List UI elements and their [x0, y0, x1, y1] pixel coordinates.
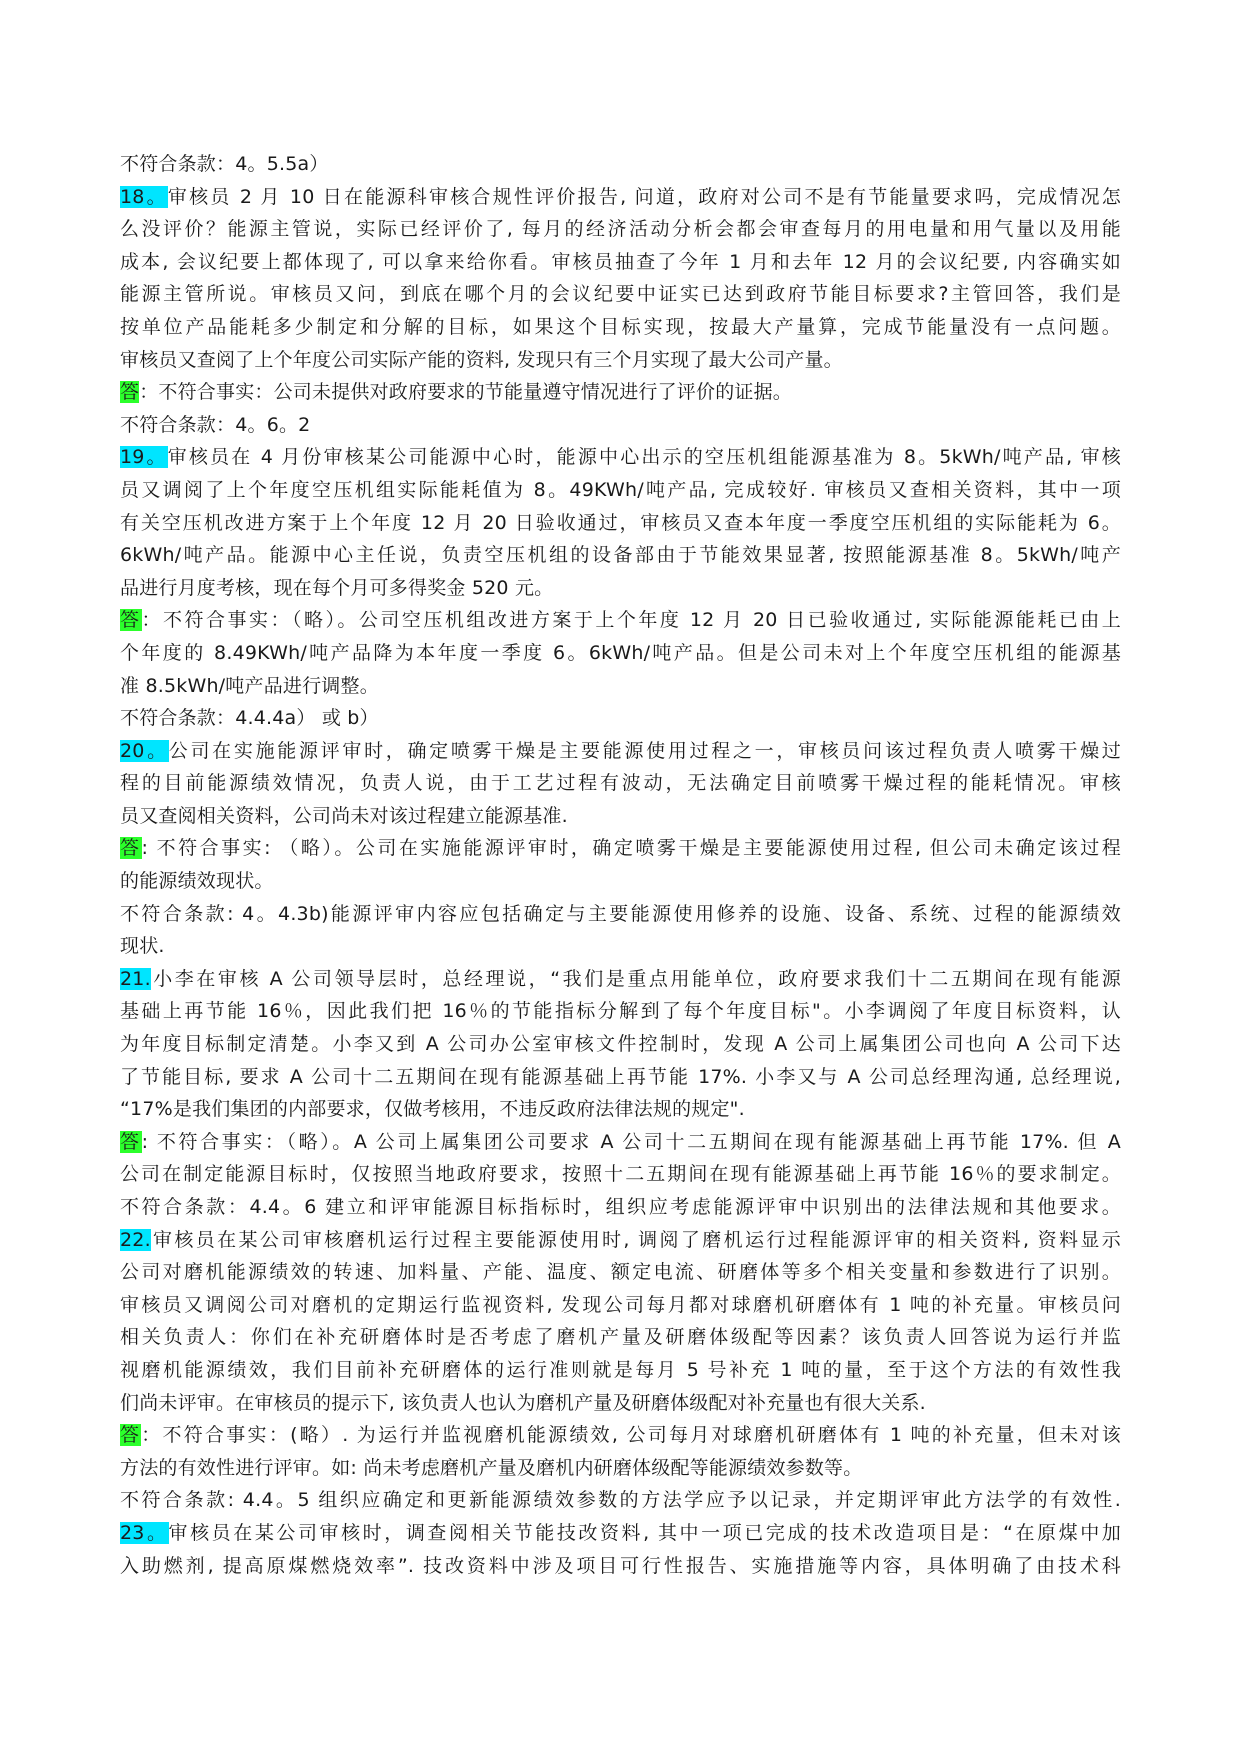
text-line: [120, 995, 1121, 1028]
line-text: 小李在审核 A 公司领导层时，总经理说，“我们是重点用能单位，政府要求我们十二五期间在现有能源: [150, 967, 1121, 990]
line-text: : 不符合事实：（略）。A 公司上属集团公司要求 A 公司十二五期间在现有能源基础上再节能 17%. 但 A: [141, 1130, 1121, 1153]
line-text: ：不符合事实：公司未提供对政府要求的节能量遵守情况进行了评价的证据。: [139, 381, 793, 404]
line-text: 审核员 2 月 10 日在能源科审核合规性评价报告, 问道，政府对公司不是有节能量要求吗，完成情况怎: [167, 185, 1121, 208]
line-text: 个年度的 8.49KWh/吨产品降为本年度一季度 6。6kWh/吨产品。但是公司未对上个年度空压机组的能源基: [120, 641, 1121, 664]
text-line: [120, 1158, 1121, 1191]
line-text: : 不符合事实: （略）。公司在实施能源评审时，确定喷雾干燥是主要能源使用过程, 但公司未确定该过程: [141, 837, 1121, 860]
question-number: 20。: [120, 739, 169, 762]
text-line: [120, 507, 1121, 540]
text-line: [120, 1419, 1121, 1452]
text-line: [120, 1028, 1121, 1061]
question-number: 23。: [120, 1521, 169, 1544]
text-line: [120, 1387, 1121, 1420]
line-text: 公司在实施能源评审时，确定喷雾干燥是主要能源使用过程之一，审核员问该过程负责人喷雾干燥过: [168, 739, 1121, 762]
line-text: 程的目前能源绩效情况，负责人说，由于工艺过程有波动，无法确定目前喷雾干燥过程的能耗情况。审核: [120, 772, 1121, 795]
text-line: [120, 637, 1121, 670]
text-line: [120, 702, 1121, 735]
question-number: 18。: [120, 185, 168, 208]
text-line: [120, 898, 1121, 931]
text-line: [120, 604, 1121, 637]
line-text: 不符合条款：4.4。6 建立和评审能源目标指标时，组织应考虑能源评审中识别出的法律法规和其他要求。: [120, 1196, 1121, 1218]
text-line: [120, 213, 1121, 246]
line-text: 不符合条款：4。5.5a）: [120, 153, 329, 175]
text-line: [120, 1126, 1121, 1159]
line-text: 么没评价？能源主管说，实际已经评价了, 每月的经济活动分析会都会审查每月的用电量和用气量以及用能: [120, 218, 1121, 241]
text-line: [120, 278, 1121, 311]
text-line: [120, 930, 1121, 963]
line-text: 了节能目标, 要求 A 公司十二五期间在现有能源基础上再节能 17%. 小李又与 A 公司总经理沟通, 总经理说,: [120, 1065, 1121, 1088]
text-line: [120, 865, 1121, 898]
line-text: 按单位产品能耗多少制定和分解的目标，如果这个目标实现，按最大产量算，完成节能量没有一点问题。: [120, 315, 1121, 338]
question-number: 19。: [120, 446, 168, 469]
answer-marker: 答: [120, 381, 140, 404]
text-line: [120, 963, 1121, 996]
line-text: 们尚未评审。在审核员的提示下, 该负责人也认为磨机产量及研磨体级配对补充量也有很大关系.: [120, 1391, 926, 1414]
text-line: [120, 1321, 1121, 1354]
text-line: [120, 344, 1121, 377]
line-text: 员又调阅了上个年度空压机组实际能耗值为 8。49KWh/吨产品, 完成较好. 审核员又查相关资料，其中一项: [120, 478, 1121, 501]
line-text: 视磨机能源绩效，我们目前补充研磨体的运行准则就是每月 5 号补充 1 吨的量，至于这个方法的有效性我: [120, 1358, 1121, 1381]
text-line: [120, 246, 1121, 279]
text-line: [120, 1224, 1121, 1257]
text-line: [120, 735, 1121, 768]
line-text: 的能源绩效现状。: [120, 870, 274, 893]
question-number: 22.: [120, 1228, 151, 1251]
line-text: 相关负责人：你们在补充研磨体时是否考虑了磨机产量及研磨体级配等因素？该负责人回答说为运行并监: [120, 1326, 1121, 1349]
text-line: [120, 1484, 1121, 1517]
text-line: [120, 181, 1121, 214]
text-line: [120, 1354, 1121, 1387]
text-line: [120, 572, 1121, 605]
text-line: [120, 441, 1121, 474]
line-text: 能源主管所说。审核员又问，到底在哪个月的会议纪要中证实已达到政府节能目标要求?主管回答，我们是: [120, 283, 1121, 306]
text-line: [120, 539, 1121, 572]
line-text: 审核员又查阅了上个年度公司实际产能的资料, 发现只有三个月实现了最大公司产量。: [120, 348, 843, 371]
answer-marker: 答: [120, 837, 142, 860]
text-line: [120, 1061, 1121, 1094]
text-line: [120, 832, 1121, 865]
line-text: ：不符合事实：(略）. 为运行并监视磨机能源绩效, 公司每月对球磨机研磨体有 1 吨的补充量，但未对该: [141, 1424, 1121, 1447]
line-text: 不符合条款: 4.4。5 组织应确定和更新能源绩效参数的方法学应予以记录，并定期评审此方法学的有效性.: [120, 1489, 1121, 1512]
text-line: [120, 800, 1121, 833]
line-text: “17%是我们集团的内部要求，仅做考核用，不违反政府法律法规的规定".: [120, 1098, 745, 1121]
line-text: 基础上再节能 16％，因此我们把 16％的节能指标分解到了每个年度目标"。小李调阅了年度目标资料，认: [120, 1000, 1121, 1023]
line-text: 品进行月度考核，现在每个月可多得奖金 520 元。: [120, 576, 554, 599]
text-line: [120, 409, 1121, 442]
text-line: [120, 1550, 1121, 1583]
answer-marker: 答: [120, 1130, 142, 1153]
line-text: 成本, 会议纪要上都体现了, 可以拿来给你看。审核员抽查了今年 1 月和去年 12 月的会议纪要, 内容确实如: [120, 250, 1121, 273]
text-line: [120, 376, 1121, 409]
line-text: 审核员在某公司审核时，调查阅相关节能技改资料, 其中一项已完成的技术改造项目是：“在原煤中加: [168, 1521, 1121, 1544]
question-number: 21.: [120, 967, 151, 990]
text-line: [120, 1191, 1121, 1224]
line-text: 准 8.5kWh/吨产品进行调整。: [120, 674, 379, 697]
line-text: 审核员在 4 月份审核某公司能源中心时，能源中心出示的空压机组能源基准为 8。5kWh/吨产品, 审核: [167, 446, 1121, 469]
answer-marker: 答: [120, 609, 142, 632]
text-line: [120, 767, 1121, 800]
text-line: [120, 474, 1121, 507]
line-text: 公司在制定能源目标时，仅按照当地政府要求，按照十二五期间在现有能源基础上再节能 16％的要求制定。: [120, 1163, 1121, 1186]
line-text: 员又查阅相关资料，公司尚未对该过程建立能源基准.: [120, 804, 568, 827]
line-text: ：不符合事实：（略）。公司空压机组改进方案于上个年度 12 月 20 日已验收通过, 实际能源能耗已由上: [141, 609, 1121, 632]
line-text: 方法的有效性进行评审。如: 尚未考虑磨机产量及磨机内研磨体级配等能源绩效参数等。: [120, 1456, 863, 1479]
line-text: 审核员在某公司审核磨机运行过程主要能源使用时, 调阅了磨机运行过程能源评审的相关资料, 资料显示: [150, 1228, 1121, 1251]
line-text: 现状.: [120, 935, 165, 958]
line-text: 审核员又调阅公司对磨机的定期运行监视资料, 发现公司每月都对球磨机研磨体有 1 吨的补充量。审核员问: [120, 1293, 1121, 1316]
text-line: [120, 311, 1121, 344]
line-text: 有关空压机改进方案于上个年度 12 月 20 日验收通过，审核员又查本年度一季度空压机组的实际能耗为 6。: [120, 511, 1121, 534]
line-text: 6kWh/吨产品。能源中心主任说，负责空压机组的设备部由于节能效果显著, 按照能源基准 8。5kWh/吨产: [120, 544, 1121, 567]
text-line: [120, 148, 1121, 181]
text-line: [120, 1517, 1121, 1550]
text-line: [120, 1256, 1121, 1289]
answer-marker: 答: [120, 1424, 142, 1447]
line-text: 入助燃剂, 提高原煤燃烧效率”. 技改资料中涉及项目可行性报告、实施措施等内容，具体明确了由技术科: [120, 1554, 1121, 1577]
line-text: 为年度目标制定清楚。小李又到 A 公司办公室审核文件控制时，发现 A 公司上属集团公司也向 A 公司下达: [120, 1033, 1121, 1056]
line-text: 公司对磨机能源绩效的转速、加料量、产能、温度、额定电流、研磨体等多个相关变量和参数进行了识别。: [120, 1261, 1121, 1284]
text-line: [120, 1452, 1121, 1485]
text-line: [120, 670, 1121, 703]
text-line: [120, 1093, 1121, 1126]
text-line: [120, 1289, 1121, 1322]
line-text: 不符合条款：4。6。2: [120, 413, 311, 436]
line-text: 不符合条款：4.4.4a） 或 b）: [120, 707, 379, 730]
line-text: 不符合条款: 4。4.3b)能源评审内容应包括确定与主要能源使用修养的设施、设备、系统、过程的能源绩效: [120, 902, 1121, 925]
